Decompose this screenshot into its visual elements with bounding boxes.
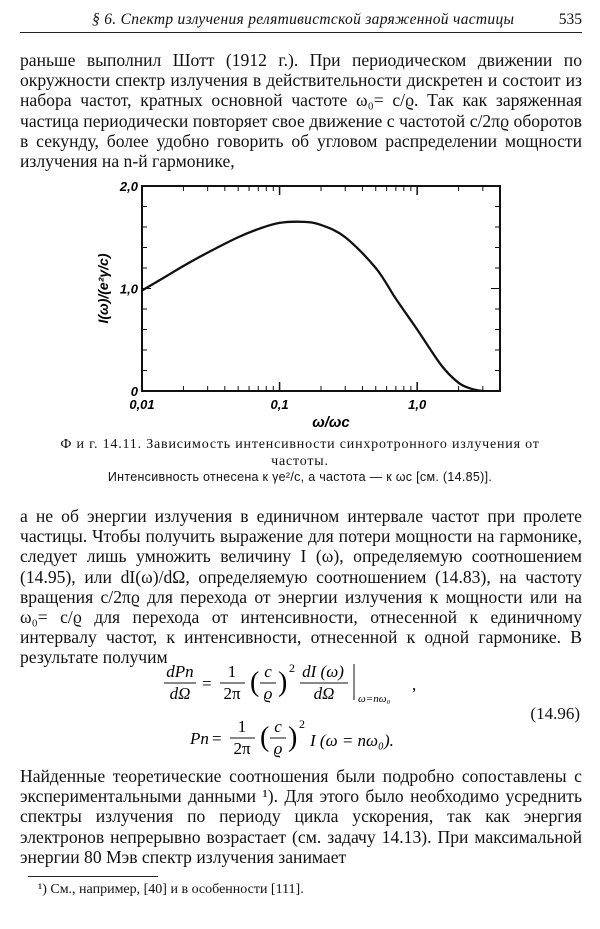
spectrum-curve bbox=[142, 222, 483, 391]
figure-caption: Ф и г. 14.11. Зависимость интенсивности синхротронного излучения от частоты. bbox=[60, 437, 540, 469]
eq1-one: 1 bbox=[227, 662, 237, 681]
svg-text:,: , bbox=[412, 675, 417, 694]
y-tick-label: 1,0 bbox=[119, 281, 138, 297]
y-tick-label: 2,0 bbox=[119, 179, 138, 194]
plot-frame bbox=[142, 186, 500, 391]
header-title: § 6. Спектр излучения релятивистской заряженной частицы bbox=[92, 11, 515, 28]
svg-text:): ) bbox=[278, 667, 288, 698]
eq1-lhs-denominator: dΩ bbox=[169, 684, 191, 703]
svg-text:(: ( bbox=[260, 722, 270, 753]
svg-text:=: = bbox=[202, 674, 212, 693]
x-tick-label: 1,0 bbox=[408, 397, 427, 412]
svg-text:=: = bbox=[212, 729, 222, 748]
eq1-rho: ϱ bbox=[263, 684, 273, 703]
eq2-one: 1 bbox=[237, 717, 247, 736]
eq1-evaluation: ω=nω₀ bbox=[358, 693, 391, 705]
x-axis-label: ω/ωc bbox=[312, 414, 350, 428]
eq1-lhs-numerator: dPn bbox=[166, 662, 194, 681]
paragraph-3: Найденные теоретические соотношения были подробно сопоставлены с экспериментальными данными ¹). Для этого было необходимо усреднить спектры излучения по периоду цикла ускорения, так как энергия электронов непрерывно возрастает (см. задачу 14.13). При максимальной энергии 80 Мэв спектр излучения занимает bbox=[20, 766, 582, 867]
x-tick-label: 0,01 bbox=[129, 397, 155, 412]
eq1-square: 2 bbox=[289, 661, 295, 675]
paragraph-1: раньше выполнил Шотт (1912 г.). При периодическом движении по окружности спектр излучения в действительности дискретен и состоит из набора частот, кратных основной частоте ω₀= c/ϱ. Так как заряженная частица периодически повторяет свое движение с частотой c/2πϱ оборотов в секунду, более удобно говорить об угловом распределении мощности излучения на n-й гармонике, bbox=[20, 50, 582, 172]
equation-14-96 bbox=[150, 660, 450, 760]
spectrum-chart bbox=[90, 178, 510, 428]
eq2-rhs: I (ω = nω₀). bbox=[310, 731, 394, 750]
svg-text:(: ( bbox=[250, 667, 260, 698]
running-header bbox=[20, 10, 582, 33]
y-tick-label: 0 bbox=[130, 384, 138, 399]
eq1-two-pi: 2π bbox=[223, 684, 241, 703]
figure-subcaption: Интенсивность отнесена к γe²/c, а частота — к ωc [см. (14.85)]. bbox=[107, 470, 493, 484]
page-number: 535 bbox=[558, 11, 582, 28]
svg-text:): ) bbox=[288, 722, 298, 753]
eq1-rhs-numerator: dI (ω) bbox=[302, 662, 344, 681]
eq1-c: c bbox=[264, 662, 272, 681]
equation-number: (14.96) bbox=[530, 704, 580, 723]
eq2-two-pi: 2π bbox=[233, 739, 251, 758]
y-axis-label: I(ω)/(e²γ/c) bbox=[95, 253, 111, 324]
chart-root bbox=[95, 179, 500, 428]
eq2-lhs: Pn bbox=[190, 729, 209, 748]
footnote: ¹) См., например, [40] и в особенности [111]. bbox=[38, 882, 304, 897]
eq2-square: 2 bbox=[299, 717, 305, 731]
eq1-rhs-denominator: dΩ bbox=[313, 684, 335, 703]
eq2-c: c bbox=[274, 717, 282, 736]
footnote-rule bbox=[28, 876, 158, 877]
eq2-rho: ϱ bbox=[273, 739, 283, 758]
paragraph-2: а не об энергии излучения в единичном интервале частот при пролете частицы. Чтобы получить выражение для потери мощности на гармонике, следует лишь умножить величину I (ω), определяемую соотношением (14.95), или dI(ω)/dΩ, определяемую соотношением (14.83), на частоту вращения c/2πϱ для перехода от энергии излучения к мощности или на ω₀= c/ϱ для перехода от интенсивности, отнесенной к единичному интервалу частот, к интенсивности, отнесенной к одной гармонике. В результате получим bbox=[20, 506, 582, 668]
x-tick-label: 0,1 bbox=[270, 397, 289, 412]
